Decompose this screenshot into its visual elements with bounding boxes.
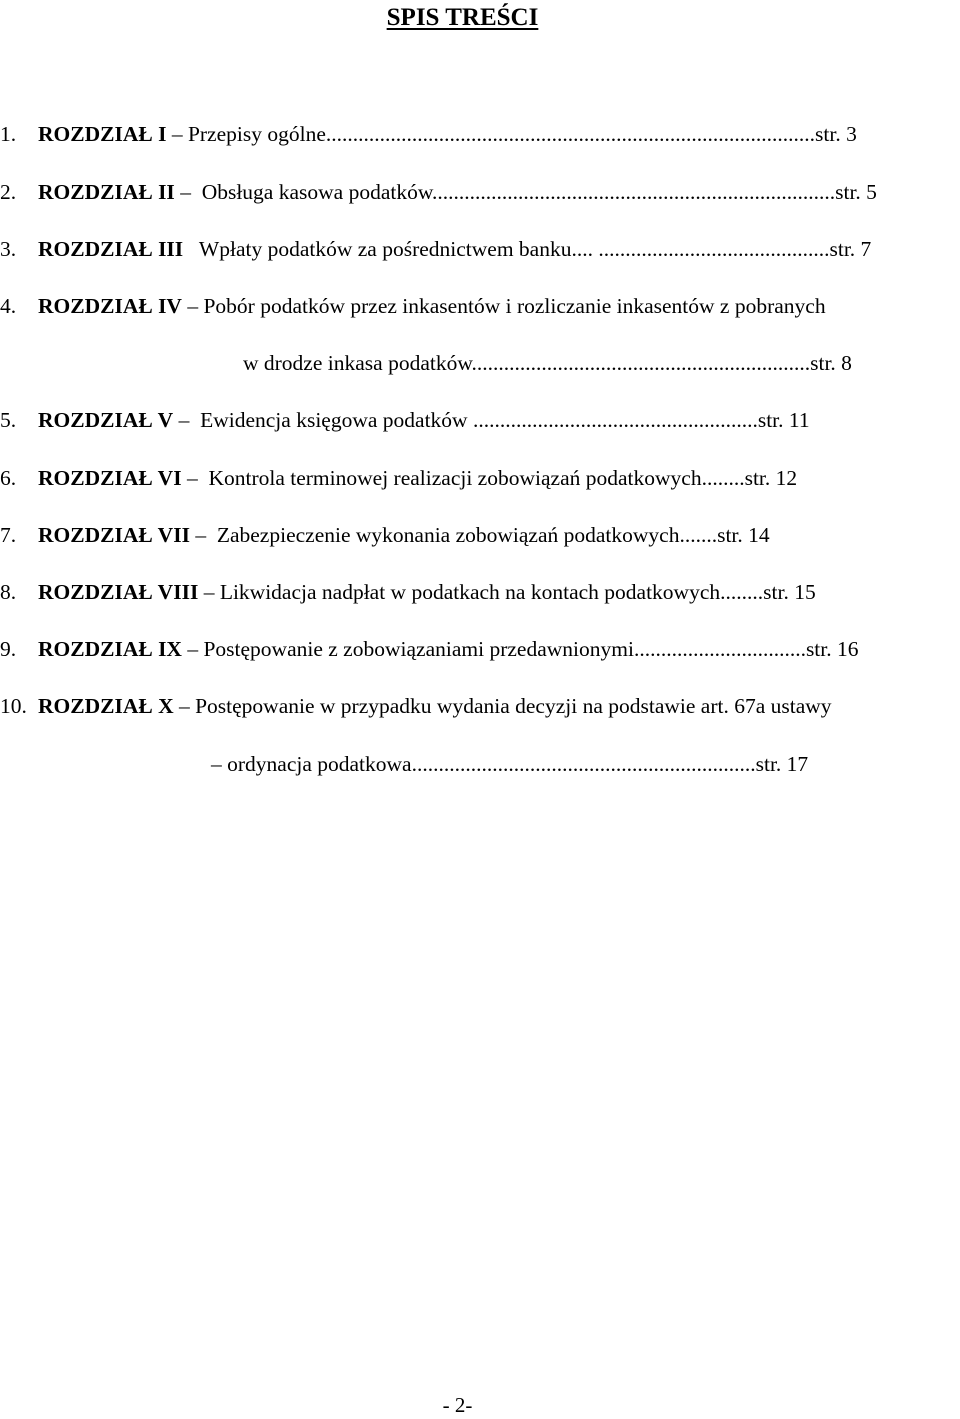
toc-entry-number: 6. [0,466,17,490]
toc-dash: – [203,580,215,604]
toc-entry-number: 1. [0,122,17,146]
toc-entry-title: Obsługa kasowa podatków [201,180,432,204]
toc-leader: ..................................................... [472,408,758,432]
toc-leader: ................................................................ [411,752,756,776]
toc-page-ref: str. 12 [744,466,798,490]
toc-leader: ........................................................................... [431,180,836,204]
toc-entry-10 [0,689,960,723]
toc-page-ref: str. 11 [757,408,810,432]
toc-entry-number: 2. [0,180,17,204]
toc-leader: ........ [720,580,764,604]
toc-entry-number: 8. [0,580,17,604]
toc-leader: ........................................................................................... [325,122,815,146]
toc-entry-4-continuation [0,346,960,380]
toc-entry-8 [0,575,960,609]
toc-leader: ........ [701,466,745,490]
toc-entry-2 [0,175,960,209]
toc-dash: – [186,466,198,490]
toc-chapter-label: ROZDZIAŁ IX [38,637,182,661]
toc-entry-6 [0,461,960,495]
toc-page-ref: str. 5 [835,180,877,204]
toc-dash: – [180,180,191,204]
toc-page-ref: str. 8 [810,351,852,375]
page-title: SPIS TREŚCI [386,4,539,31]
toc-leader: ............................................................... [471,351,811,375]
toc-entry-title: Kontrola terminowej realizacji zobowiązań podatkowych [208,466,702,490]
toc-chapter-label: ROZDZIAŁ IV [38,294,182,318]
toc-dash: – [187,637,199,661]
toc-entry-title: Zabezpieczenie wykonania zobowiązań podatkowych [216,523,680,547]
toc-entry-7 [0,518,960,552]
toc-entry-title: Wpłaty podatków za pośrednictwem banku.... [198,237,593,261]
toc-leader: ....... [679,523,718,547]
toc-page-ref: str. 3 [815,122,857,146]
toc-chapter-label: ROZDZIAŁ II [38,180,175,204]
toc-page-ref: str. 16 [805,637,859,661]
toc-chapter-label: ROZDZIAŁ VII [38,523,190,547]
toc-dash: – [178,408,190,432]
toc-chapter-label: ROZDZIAŁ V [38,408,174,432]
page-number: - 2- [442,1393,473,1417]
toc-page-ref: str. 15 [763,580,816,604]
toc-entry-title: Postępowanie z zobowiązaniami przedawnionymi [203,637,634,661]
toc-entry-9 [0,632,960,666]
toc-entry-number: 4. [0,294,17,318]
toc-entry-title: – ordynacja podatkowa [211,752,412,776]
toc-entry-number: 10. [0,694,27,718]
toc-entry-title: Ewidencja księgowa podatków [200,408,468,432]
toc-dash: – [178,694,190,718]
toc-page-ref: str. 14 [717,523,770,547]
toc-entry-title: Pobór podatków przez inkasentów i rozliczanie inkasentów z pobranych [203,294,826,318]
toc-leader: ........................................... [598,237,830,261]
toc-entry-5 [0,403,960,437]
toc-chapter-label: ROZDZIAŁ VIII [38,580,199,604]
toc-chapter-label: ROZDZIAŁ X [38,694,174,718]
toc-dash: – [187,294,199,318]
toc-dash: – [195,523,207,547]
toc-chapter-label: ROZDZIAŁ VI [38,466,182,490]
toc-chapter-label: ROZDZIAŁ III [38,237,184,261]
toc-entry-title: Przepisy ogólne [187,122,326,146]
toc-page-ref: str. 17 [755,752,809,776]
toc-entry-number: 5. [0,408,17,432]
toc-page-ref: str. 7 [829,237,872,261]
toc-entry-number: 9. [0,637,17,661]
toc-dash: – [171,122,183,146]
toc-entry-number: 7. [0,523,17,547]
toc-leader: ................................ [633,637,806,661]
toc-entry-title: w drodze inkasa podatków [243,351,472,375]
toc-entry-10-continuation [0,747,960,781]
toc-entry-title: Postępowanie w przypadku wydania decyzji na podstawie art. 67a ustawy [195,694,832,718]
toc-entry-title: Likwidacja nadpłat w podatkach na kontach podatkowych [219,580,721,604]
toc-entry-3 [0,232,960,266]
toc-entry-1 [0,117,960,151]
toc-entry-4 [0,289,960,323]
toc-chapter-label: ROZDZIAŁ I [38,122,167,146]
toc-entry-number: 3. [0,237,17,261]
